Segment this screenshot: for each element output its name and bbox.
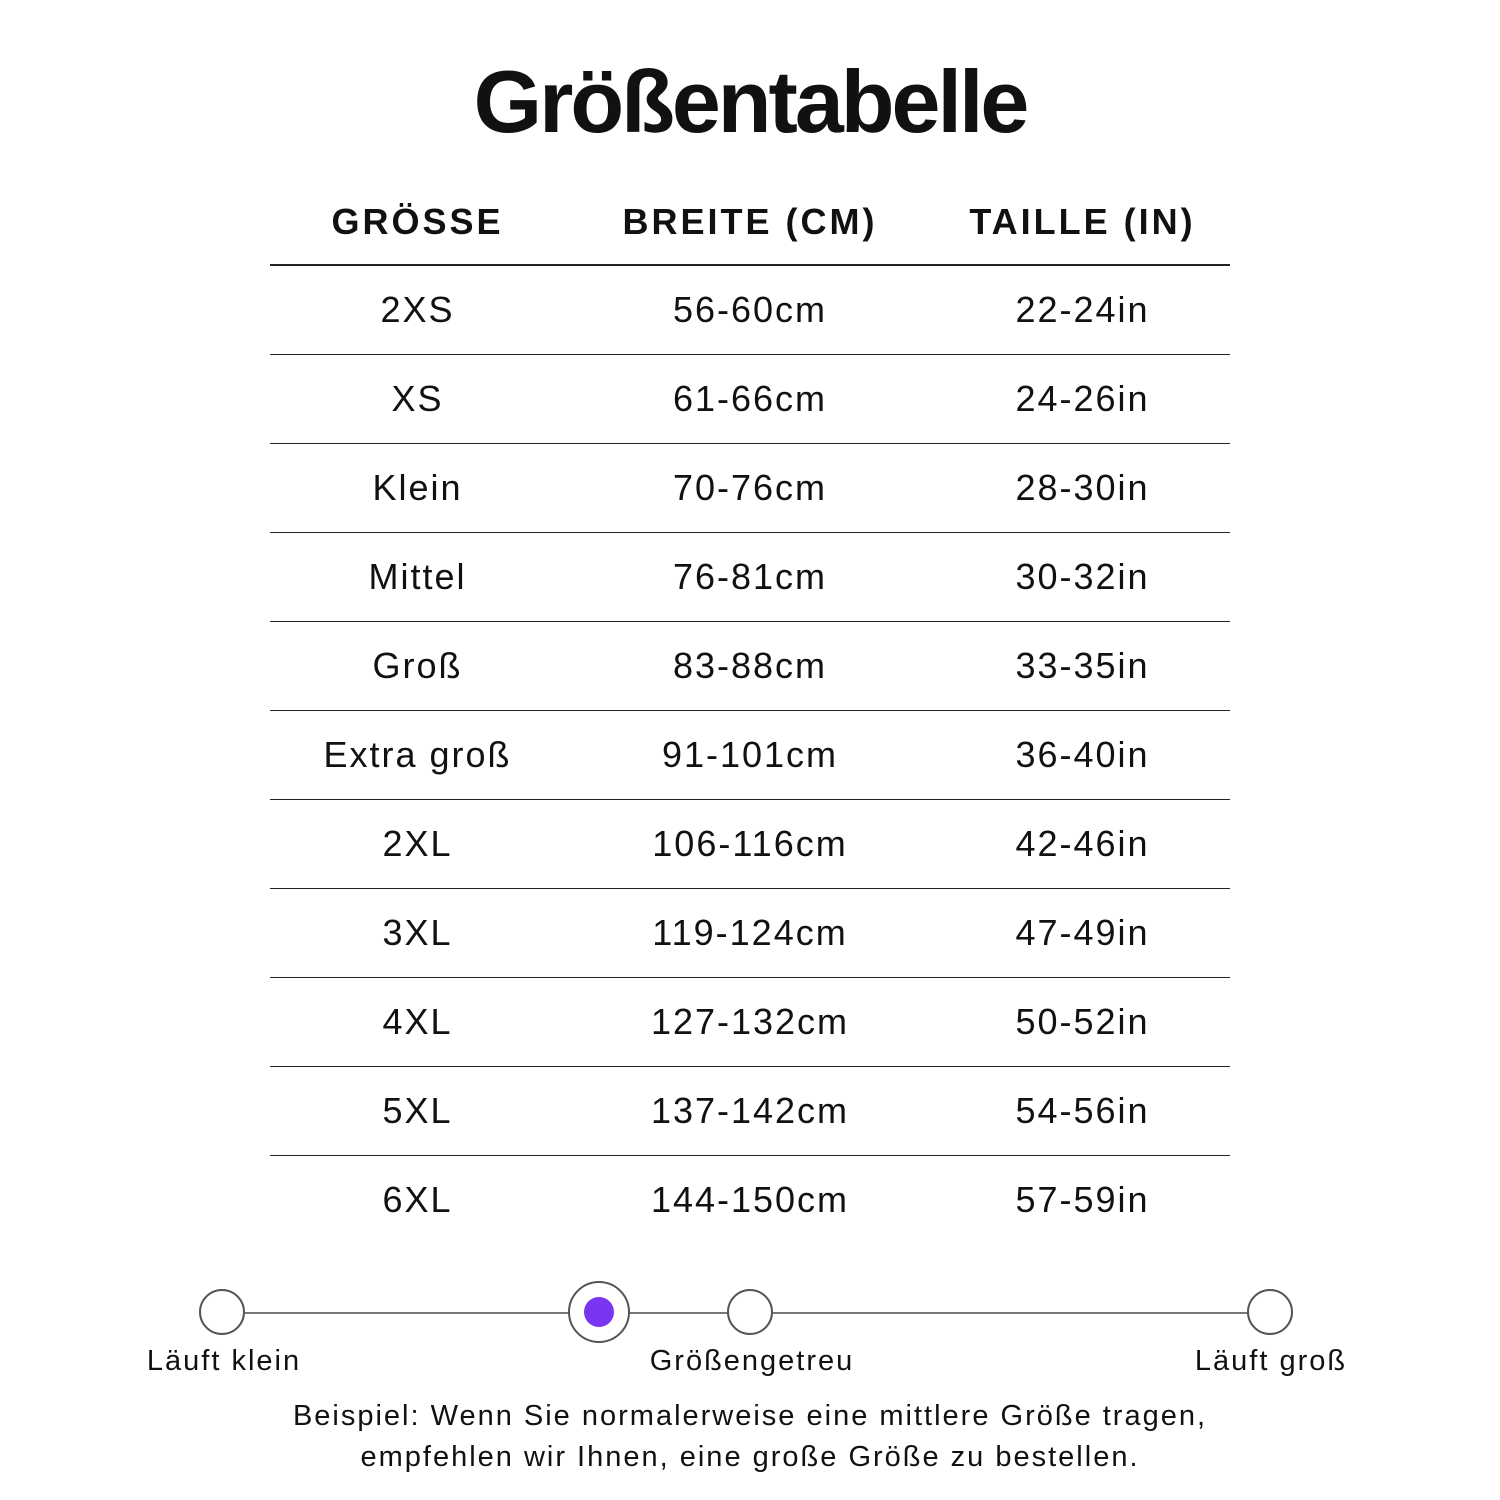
header-waist: TAILLE (IN) [969, 201, 1196, 242]
waist-cell: 33-35in [1015, 645, 1150, 686]
size-cell: Klein [372, 467, 463, 508]
waist-cell: 47-49in [1015, 912, 1150, 953]
width-cell: 119-124cm [652, 912, 848, 953]
width-cell: 76-81cm [672, 556, 828, 597]
size-cell: Mittel [368, 556, 467, 597]
size-cell: 2XS [380, 289, 455, 330]
waist-cell: 28-30in [1015, 467, 1150, 508]
width-cell: 83-88cm [672, 645, 828, 686]
waist-cell: 30-32in [1015, 556, 1150, 597]
table-row [270, 444, 1230, 533]
table-row [270, 1156, 1230, 1244]
size-cell: XS [391, 378, 444, 419]
width-cell: 70-76cm [672, 467, 828, 508]
fit-label-true-to-size: Größengetreu [649, 1345, 855, 1377]
width-cell: 56-60cm [672, 289, 828, 330]
fit-note-line: Beispiel: Wenn Sie normalerweise eine mittlere Größe tragen, [292, 1400, 1208, 1432]
fit-note-line: empfehlen wir Ihnen, eine große Größe zu bestellen. [360, 1441, 1140, 1473]
table-row [270, 978, 1230, 1067]
fit-note [0, 1396, 1500, 1478]
size-table [270, 180, 1230, 1244]
width-cell: 127-132cm [650, 1001, 850, 1042]
fit-label-runs-small: Läuft klein [146, 1345, 302, 1377]
table-row [270, 622, 1230, 711]
width-cell: 106-116cm [652, 823, 848, 864]
width-cell: 61-66cm [672, 378, 828, 419]
table-row [270, 1067, 1230, 1156]
table-row [270, 266, 1230, 355]
size-cell: 6XL [382, 1179, 453, 1220]
table-row [270, 533, 1230, 622]
waist-cell: 50-52in [1015, 1001, 1150, 1042]
width-cell: 137-142cm [650, 1090, 850, 1131]
waist-cell: 42-46in [1015, 823, 1150, 864]
fit-scale-point-true-to-size [727, 1289, 773, 1335]
size-cell: Groß [372, 645, 463, 686]
fit-scale-point-runs-small [199, 1289, 245, 1335]
table-row [270, 711, 1230, 800]
waist-cell: 54-56in [1015, 1090, 1150, 1131]
waist-cell: 24-26in [1015, 378, 1150, 419]
page-title: Größentabelle [473, 52, 1027, 151]
fit-scale-selected-marker [584, 1297, 614, 1327]
waist-cell: 36-40in [1015, 734, 1150, 775]
width-cell: 91-101cm [661, 734, 839, 775]
width-cell: 144-150cm [650, 1179, 850, 1220]
waist-cell: 57-59in [1015, 1179, 1150, 1220]
size-cell: 2XL [382, 823, 453, 864]
table-row [270, 889, 1230, 978]
header-width: BREITE (CM) [622, 201, 878, 242]
size-cell: 5XL [382, 1090, 453, 1131]
size-cell: 4XL [382, 1001, 453, 1042]
size-cell: 3XL [382, 912, 453, 953]
fit-label-runs-large: Läuft groß [1194, 1345, 1348, 1377]
waist-cell: 22-24in [1015, 289, 1150, 330]
size-cell: Extra groß [323, 734, 512, 775]
table-row [270, 800, 1230, 889]
header-size: GRÖSSE [331, 201, 504, 242]
table-header [270, 180, 1230, 266]
fit-scale-point-selected [568, 1281, 630, 1343]
fit-scale-point-runs-large [1247, 1289, 1293, 1335]
table-row [270, 355, 1230, 444]
